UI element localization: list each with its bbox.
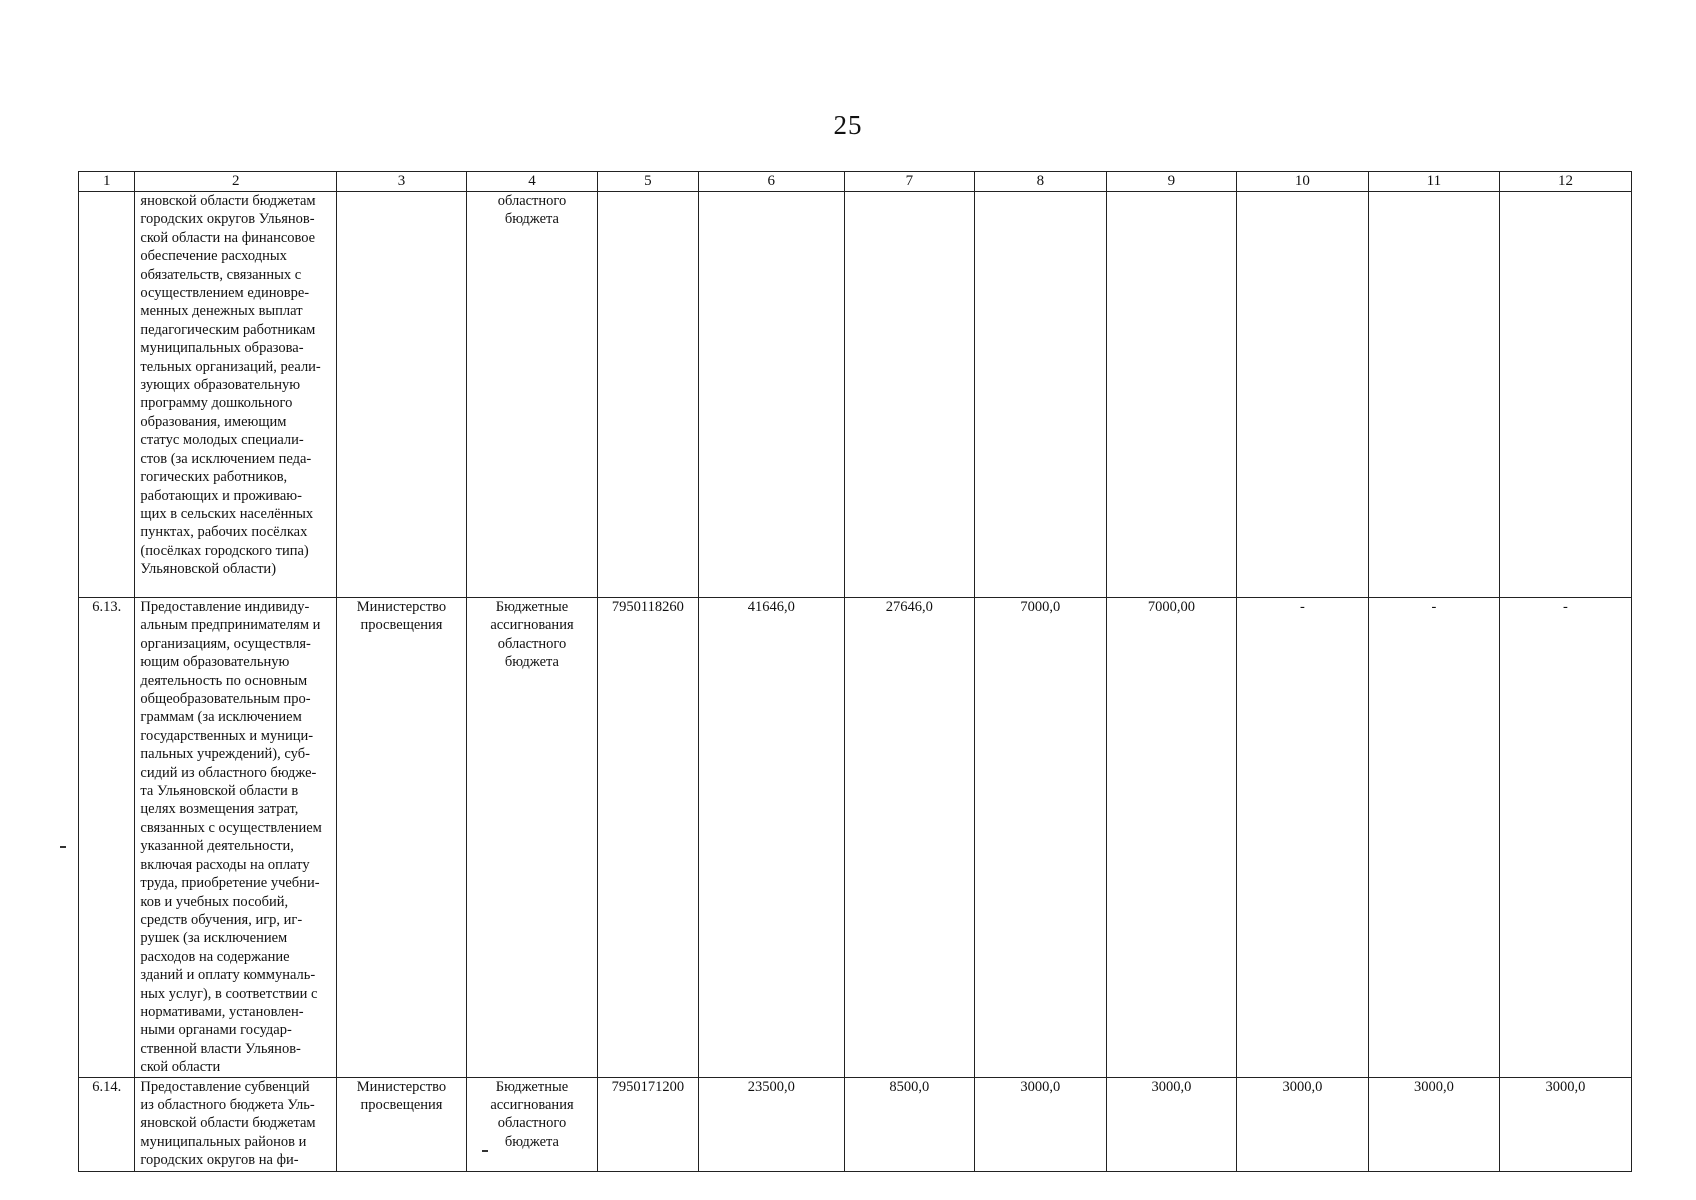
description-line: яновской области бюджетам bbox=[140, 1115, 316, 1132]
funding-source-line: бюджета bbox=[504, 654, 559, 671]
item-description bbox=[135, 192, 337, 598]
budget-table bbox=[78, 171, 1632, 1172]
item-number bbox=[79, 192, 135, 598]
amount-col11 bbox=[1368, 192, 1499, 598]
column-header: 9 bbox=[1106, 172, 1236, 192]
amount-col9: 3000,0 bbox=[1106, 1077, 1236, 1171]
description-line: статус молодых специали- bbox=[140, 432, 304, 449]
description-line: Ульяновской области) bbox=[140, 561, 277, 578]
budget-code: 7950171200 bbox=[597, 1077, 698, 1171]
item-number: 6.14. bbox=[79, 1077, 135, 1171]
column-header: 12 bbox=[1499, 172, 1631, 192]
executor bbox=[336, 1077, 466, 1171]
column-number-header-row bbox=[79, 172, 1632, 192]
column-header: 3 bbox=[336, 172, 466, 192]
description-line: та Ульяновской области в bbox=[140, 783, 299, 800]
scan-mark bbox=[482, 1150, 488, 1152]
description-line: педагогическим работникам bbox=[140, 321, 316, 338]
scan-mark bbox=[60, 846, 66, 848]
budget-code: 7950118260 bbox=[597, 598, 698, 1078]
description-line: альным предпринимателям и bbox=[140, 617, 321, 634]
description-line: целях возмещения затрат, bbox=[140, 801, 299, 818]
executor bbox=[336, 598, 466, 1078]
description-line: государственных и муници- bbox=[140, 727, 314, 744]
amount-col12: 3000,0 bbox=[1499, 1077, 1631, 1171]
description-line: связанных с осуществлением bbox=[140, 819, 322, 836]
description-line: зующих образовательную bbox=[140, 377, 301, 394]
funding-source bbox=[466, 192, 597, 598]
amount-col11: 3000,0 bbox=[1368, 1077, 1499, 1171]
description-line: стов (за исключением педа- bbox=[140, 450, 312, 467]
description-line: тельных организаций, реали- bbox=[140, 358, 321, 375]
description-line: организациям, осуществля- bbox=[140, 635, 311, 652]
column-header: 2 bbox=[135, 172, 337, 192]
description-line: пальных учреждений), суб- bbox=[140, 746, 310, 763]
amount-total bbox=[698, 192, 844, 598]
amount-col8 bbox=[974, 192, 1106, 598]
column-header: 5 bbox=[597, 172, 698, 192]
column-header: 10 bbox=[1236, 172, 1368, 192]
funding-source-line: ассигнования bbox=[490, 1096, 574, 1113]
amount-col10: 3000,0 bbox=[1236, 1077, 1368, 1171]
table-row bbox=[79, 1077, 1632, 1171]
table-row bbox=[79, 192, 1632, 598]
description-line: городских округов на фи- bbox=[140, 1152, 299, 1169]
amount-total: 41646,0 bbox=[698, 598, 844, 1078]
description-line: муниципальных образова- bbox=[140, 340, 304, 357]
description-line: Предоставление индивиду- bbox=[140, 599, 310, 615]
amount-col7 bbox=[844, 192, 974, 598]
funding-source-line: областного bbox=[497, 635, 567, 652]
description-line: работающих и проживаю- bbox=[140, 487, 302, 504]
funding-source-line: бюджета bbox=[504, 1133, 559, 1150]
item-number: 6.13. bbox=[79, 598, 135, 1078]
description-line: программу дошкольного bbox=[140, 395, 293, 412]
amount-total: 23500,0 bbox=[698, 1077, 844, 1171]
executor-line: просвещения bbox=[360, 617, 443, 634]
description-line: указанной деятельности, bbox=[140, 838, 294, 855]
funding-source-line: Бюджетные bbox=[495, 599, 569, 615]
amount-col10 bbox=[1236, 192, 1368, 598]
item-description bbox=[135, 598, 337, 1078]
amount-col8: 7000,0 bbox=[974, 598, 1106, 1078]
executor-line: просвещения bbox=[360, 1096, 443, 1113]
description-line: рушек (за исключением bbox=[140, 930, 288, 947]
description-line: ных услуг), в соответствии с bbox=[140, 985, 318, 1002]
item-description bbox=[135, 1077, 337, 1171]
funding-source-line: областного bbox=[497, 1115, 567, 1132]
column-header: 11 bbox=[1368, 172, 1499, 192]
description-line: расходов на содержание bbox=[140, 948, 290, 965]
description-line: Предоставление субвенций bbox=[140, 1078, 310, 1095]
column-header: 1 bbox=[79, 172, 135, 192]
description-line: осуществлением единовре- bbox=[140, 285, 310, 302]
description-line: образования, имеющим bbox=[140, 413, 287, 430]
funding-source-line: ассигнования bbox=[490, 617, 574, 634]
description-line: граммам (за исключением bbox=[140, 709, 302, 726]
column-header: 6 bbox=[698, 172, 844, 192]
description-line: яновской области бюджетам bbox=[140, 193, 316, 209]
description-line: сидий из областного бюдже- bbox=[140, 764, 317, 781]
amount-col12: - bbox=[1499, 598, 1631, 1078]
description-line: общеобразовательным про- bbox=[140, 691, 311, 708]
description-line: ской области на финансовое bbox=[140, 229, 316, 246]
budget-code bbox=[597, 192, 698, 598]
description-line: гогических работников, bbox=[140, 469, 288, 486]
description-line: ными органами государ- bbox=[140, 1022, 292, 1039]
page-number: 25 bbox=[833, 110, 863, 140]
description-line: городских округов Ульянов- bbox=[140, 211, 315, 228]
column-header: 4 bbox=[466, 172, 597, 192]
funding-source bbox=[466, 598, 597, 1078]
description-line: труда, приобретение учебни- bbox=[140, 875, 320, 892]
description-line: нормативами, установлен- bbox=[140, 1003, 304, 1020]
amount-col8: 3000,0 bbox=[974, 1077, 1106, 1171]
description-line: пунктах, рабочих посёлках bbox=[140, 524, 308, 541]
column-header: 8 bbox=[974, 172, 1106, 192]
amount-col9: 7000,00 bbox=[1106, 598, 1236, 1078]
amount-col7: 27646,0 bbox=[844, 598, 974, 1078]
funding-source-line: областного bbox=[497, 193, 567, 209]
description-line: ющим образовательную bbox=[140, 654, 290, 671]
table-row bbox=[79, 598, 1632, 1078]
executor bbox=[336, 192, 466, 598]
description-line: щих в сельских населённых bbox=[140, 505, 314, 522]
funding-source bbox=[466, 1077, 597, 1171]
description-line: зданий и оплату коммуналь- bbox=[140, 967, 316, 984]
amount-col9 bbox=[1106, 192, 1236, 598]
description-line: муниципальных районов и bbox=[140, 1133, 307, 1150]
amount-col12 bbox=[1499, 192, 1631, 598]
description-line: ственной власти Ульянов- bbox=[140, 1040, 301, 1057]
description-line: из областного бюджета Уль- bbox=[140, 1096, 315, 1113]
amount-col11: - bbox=[1368, 598, 1499, 1078]
description-line: ков и учебных пособий, bbox=[140, 893, 289, 910]
description-line: ской области bbox=[140, 1059, 221, 1076]
funding-source-line: бюджета bbox=[504, 211, 559, 228]
executor-line: Министерство bbox=[356, 599, 447, 615]
description-line: включая расходы на оплату bbox=[140, 856, 310, 873]
executor-line: Министерство bbox=[356, 1078, 447, 1095]
description-line: средств обучения, игр, иг- bbox=[140, 911, 303, 928]
funding-source-line: Бюджетные bbox=[495, 1078, 569, 1095]
description-line: обеспечение расходных bbox=[140, 248, 287, 265]
amount-col7: 8500,0 bbox=[844, 1077, 974, 1171]
amount-col10: - bbox=[1236, 598, 1368, 1078]
column-header: 7 bbox=[844, 172, 974, 192]
description-line: менных денежных выплат bbox=[140, 303, 303, 320]
description-line: деятельность по основным bbox=[140, 672, 308, 689]
description-line: (посёлках городского типа) bbox=[140, 542, 309, 559]
description-line: обязательств, связанных с bbox=[140, 266, 302, 283]
